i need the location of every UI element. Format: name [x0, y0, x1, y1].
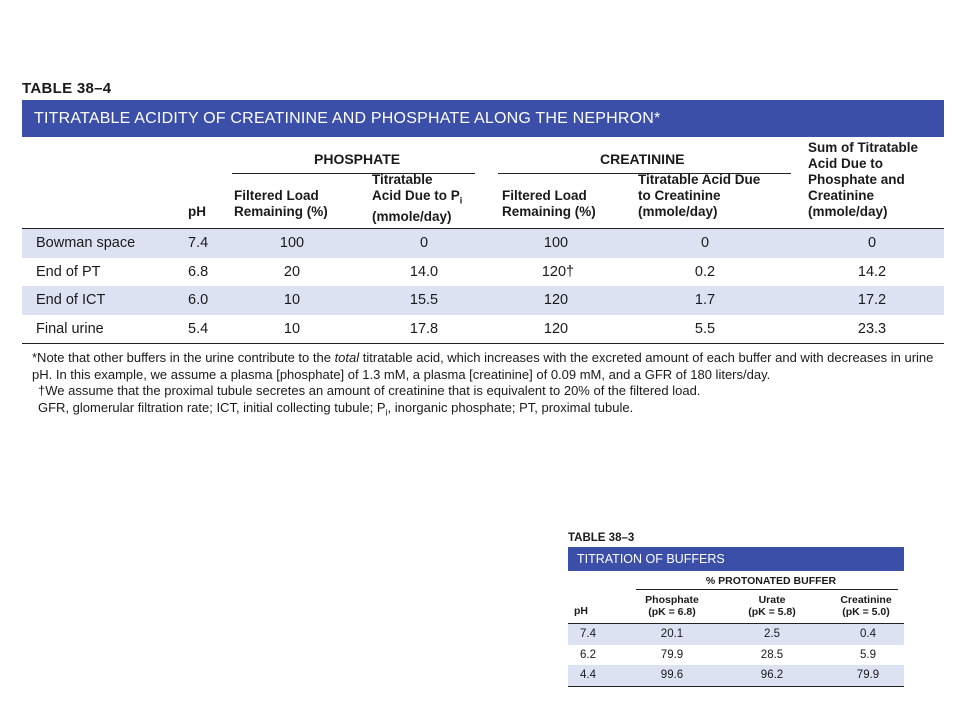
table-row: [22, 258, 944, 287]
cell-p-filtered: 10: [283, 292, 301, 308]
table-label: TABLE 38–3: [568, 532, 635, 544]
table-header: [22, 137, 944, 229]
cell-site: Final urine: [36, 320, 104, 337]
header-ph: pH: [188, 204, 206, 219]
table-row: [22, 315, 944, 344]
cell-urate: 28.5: [760, 648, 784, 661]
header-phosphate-titratable: Titratable Acid Due to $P_i$ (mmole/day): [372, 172, 463, 224]
cell-ph: 5.4: [188, 320, 209, 337]
header-creatinine-filtered-load: Filtered Load Remaining (%): [502, 188, 596, 219]
cell-phosphate: 20.1: [660, 628, 684, 640]
cell-site: Bowman space: [36, 235, 136, 251]
table-header: [568, 571, 904, 624]
cell-p-titratable: 14.0: [409, 263, 439, 280]
table-title-bar: TITRATION OF BUFFERS: [568, 547, 904, 571]
cell-creatinine: 0.4: [860, 628, 876, 640]
cell-creatinine: 5.9: [860, 648, 876, 661]
cell-site: End of ICT: [36, 292, 106, 308]
table-label: TABLE 38–4: [22, 80, 112, 97]
header-phosphate: Phosphate (pK = 6.8): [645, 594, 699, 618]
footnote-abbreviations: GFR, glomerular filtration rate; ICT, initial collecting tubule; $P_i$, inorganic phosphate; PT, proximal tubule.: [38, 399, 634, 418]
cell-c-filtered: 120: [543, 292, 569, 308]
group-header-protonated: % PROTONATED BUFFER: [705, 575, 837, 587]
table-row: [22, 286, 944, 315]
cell-ph: 6.0: [188, 292, 209, 308]
cell-c-titratable: 0: [700, 235, 710, 251]
header-creatinine: Creatinine (pK = 5.0): [840, 594, 892, 618]
header-phosphate-filtered-load: Filtered Load Remaining (%): [234, 188, 328, 219]
cell-phosphate: 99.6: [660, 669, 684, 681]
group-header-phosphate: PHOSPHATE: [314, 151, 401, 167]
cell-urate: 2.5: [764, 628, 780, 640]
cell-ph: 4.4: [580, 669, 596, 681]
table-38-3: [568, 532, 904, 687]
cell-c-titratable: 0.2: [694, 263, 716, 280]
cell-sum: 17.2: [857, 292, 887, 308]
cell-creatinine: 79.9: [856, 669, 880, 681]
cell-ph: 7.4: [188, 235, 209, 251]
cell-ph: 7.4: [580, 628, 596, 640]
table-row: [568, 645, 904, 666]
cell-c-filtered: 100: [543, 235, 569, 251]
cell-p-titratable: 0: [419, 235, 429, 251]
cell-p-titratable: 17.8: [409, 320, 439, 337]
table-row: [568, 624, 904, 645]
header-creatinine-titratable: Titratable Acid Due to Creatinine (mmole/day): [638, 172, 761, 219]
cell-c-filtered: 120: [543, 320, 569, 337]
cell-c-titratable: 1.7: [694, 292, 716, 308]
cell-urate: 96.2: [760, 669, 784, 681]
cell-p-titratable: 15.5: [409, 292, 439, 308]
cell-site: End of PT: [36, 263, 101, 280]
table-row: [568, 665, 904, 686]
table-bottom-rule: [568, 686, 904, 687]
header-ph: pH: [574, 605, 588, 617]
cell-c-filtered: 120†: [541, 263, 575, 280]
cell-phosphate: 79.9: [660, 648, 684, 661]
table-row: [22, 229, 944, 258]
cell-ph: 6.8: [188, 263, 209, 280]
cell-p-filtered: 10: [283, 320, 301, 337]
footnote-asterisk: *Note that other buffers in the urine contribute to the total titratable acid, which increases with the excreted amount of each buffer and with decreases in urine pH. In this example, we assume a plasma [phosphate] of 1.3 mM, a plasma [creatinine] of 0.09 mM, and a GFR of 180 liters/day.: [32, 350, 934, 382]
table-38-4: [22, 80, 944, 421]
cell-sum: 23.3: [857, 320, 887, 337]
group-header-creatinine: CREATININE: [600, 151, 685, 167]
table-bottom-rule: [22, 343, 944, 344]
cell-p-filtered: 100: [279, 235, 305, 251]
cell-p-filtered: 20: [283, 263, 301, 280]
cell-ph: 6.2: [580, 648, 596, 661]
footnote-dagger: †We assume that the proximal tubule secretes an amount of creatinine that is equivalent to 20% of the filtered load.: [38, 383, 701, 398]
table-title-bar: TITRATABLE ACIDITY OF CREATININE AND PHOSPHATE ALONG THE NEPHRON*: [22, 100, 944, 137]
header-sum: Sum of Titratable Acid Due to Phosphate and Creatinine (mmole/day): [808, 140, 919, 219]
cell-sum: 0: [867, 235, 877, 251]
table-footnotes: [22, 350, 944, 421]
group-rule: [636, 589, 898, 590]
cell-sum: 14.2: [857, 263, 887, 280]
header-urate: Urate (pK = 5.8): [748, 594, 796, 618]
cell-c-titratable: 5.5: [694, 320, 716, 337]
